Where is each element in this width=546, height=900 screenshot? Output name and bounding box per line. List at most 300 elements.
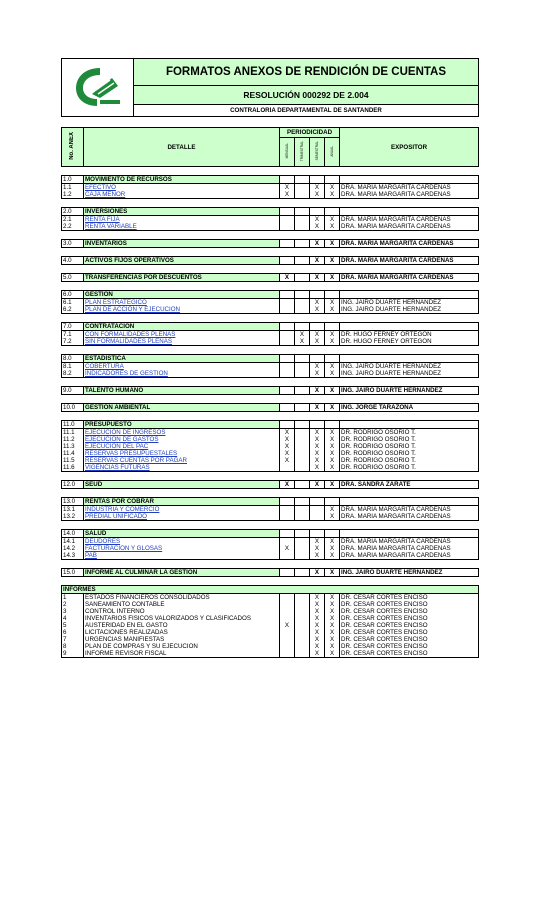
item-expositor: DR. RODRIGO OSORIO T. — [340, 429, 479, 437]
item-link[interactable] — [84, 538, 280, 546]
list-item — [62, 223, 479, 231]
col-trimestral: TRIMESTRAL — [295, 138, 310, 167]
list-item — [62, 331, 479, 339]
section-title: INVERSIONES — [84, 208, 280, 216]
informe-number: 7 — [62, 636, 84, 643]
informes-header — [62, 586, 479, 594]
period-mark — [295, 436, 310, 443]
period-mark: X — [325, 184, 340, 192]
item-link[interactable] — [84, 506, 280, 514]
period-mark — [295, 464, 310, 472]
section-expositor — [340, 291, 479, 299]
spacer-row — [62, 167, 479, 176]
item-link[interactable] — [84, 223, 280, 231]
period-mark — [295, 257, 310, 265]
item-expositor: ING. JAIRO DUARTE HERNANDEZ — [340, 306, 479, 314]
section-row — [62, 530, 479, 538]
informe-label: PLAN DE COMPRAS Y SU EJECUCION — [84, 643, 280, 650]
period-mark — [280, 176, 295, 184]
item-link-text[interactable]: EJECUCION DEL PAC — [85, 443, 149, 450]
period-mark: X — [325, 429, 340, 437]
period-mark — [295, 552, 310, 560]
period-mark: X — [310, 538, 325, 546]
item-link-text[interactable]: SIN FORMALIDADES PLENAS — [85, 338, 172, 345]
item-link[interactable] — [84, 443, 280, 450]
period-mark: X — [280, 274, 295, 282]
item-link[interactable] — [84, 299, 280, 307]
list-item — [62, 552, 479, 560]
logo-cell — [62, 59, 134, 117]
list-item — [62, 306, 479, 314]
section-expositor: DRA. SANDRA ZARATE — [340, 481, 479, 489]
period-mark — [295, 306, 310, 314]
period-mark — [310, 506, 325, 514]
section-row — [62, 421, 479, 429]
period-mark: X — [325, 538, 340, 546]
item-link[interactable] — [84, 363, 280, 371]
period-mark — [295, 545, 310, 552]
item-link[interactable] — [84, 370, 280, 378]
section-expositor — [340, 355, 479, 363]
item-expositor: DR. HUGO FERNEY ORTEGON — [340, 331, 479, 339]
period-mark: X — [310, 191, 325, 199]
item-link[interactable] — [84, 429, 280, 437]
section-number: 3.0 — [62, 240, 84, 248]
period-mark — [295, 506, 310, 514]
item-link[interactable] — [84, 513, 280, 521]
period-mark: X — [325, 636, 340, 643]
period-mark: X — [310, 615, 325, 622]
period-mark: X — [310, 306, 325, 314]
period-mark: X — [280, 450, 295, 457]
section-title: PRESUPUESTO — [84, 421, 280, 429]
period-mark — [295, 650, 310, 658]
col-expositor: EXPOSITOR — [340, 128, 479, 167]
col-anual: ANUAL — [325, 138, 340, 167]
period-mark — [310, 513, 325, 521]
list-item — [62, 450, 479, 457]
period-mark: X — [325, 608, 340, 615]
list-item — [62, 184, 479, 192]
item-link[interactable] — [84, 191, 280, 199]
period-mark: X — [280, 184, 295, 192]
period-mark — [295, 404, 310, 412]
period-mark — [280, 208, 295, 216]
period-mark — [295, 457, 310, 464]
period-mark — [325, 208, 340, 216]
item-expositor: DRA. MARIA MARGARITA CARDENAS — [340, 506, 479, 514]
period-mark: X — [325, 387, 340, 395]
item-link-text[interactable]: EJECUCION DE GASTOS — [85, 436, 159, 443]
item-number: 11.2 — [62, 436, 84, 443]
item-link[interactable] — [84, 457, 280, 464]
period-mark: X — [325, 629, 340, 636]
entity-label: CONTRALORIA DEPARTAMENTAL DE SANTANDER — [134, 105, 479, 117]
period-mark: X — [310, 643, 325, 650]
period-mark — [295, 370, 310, 378]
item-link-text[interactable]: COBERTURA — [85, 363, 124, 370]
item-number: 1.2 — [62, 191, 84, 199]
section-number: 15.0 — [62, 569, 84, 577]
period-mark: X — [325, 464, 340, 472]
period-mark: X — [280, 443, 295, 450]
period-mark — [280, 240, 295, 248]
period-mark — [280, 636, 295, 643]
period-mark: X — [325, 299, 340, 307]
period-mark: X — [325, 363, 340, 371]
item-expositor: DRA. MARIA MARGARITA CARDENAS — [340, 191, 479, 199]
period-mark: X — [280, 481, 295, 489]
period-mark — [295, 208, 310, 216]
period-mark — [295, 530, 310, 538]
section-row — [62, 240, 479, 248]
period-mark: X — [310, 274, 325, 282]
item-link-text[interactable]: FACTURACION Y GLOSAS — [85, 545, 163, 552]
period-mark — [295, 498, 310, 506]
period-mark: X — [325, 513, 340, 521]
item-link-text[interactable]: EJECUCION DE INGRESOS — [85, 429, 166, 436]
list-item — [62, 538, 479, 546]
period-mark — [280, 363, 295, 371]
section-number: 9.0 — [62, 387, 84, 395]
item-link-text[interactable]: EFECTIVO — [85, 184, 116, 191]
period-mark — [310, 530, 325, 538]
item-link-text[interactable]: INDICADORES DE GESTION — [85, 370, 168, 377]
period-mark: X — [325, 436, 340, 443]
period-mark — [295, 481, 310, 489]
period-mark — [295, 223, 310, 231]
item-link-text[interactable]: CAJA MENOR — [85, 191, 126, 198]
informe-row — [62, 650, 479, 658]
period-mark — [310, 421, 325, 429]
informe-row — [62, 629, 479, 636]
period-mark — [295, 363, 310, 371]
period-mark — [280, 387, 295, 395]
item-link[interactable] — [84, 464, 280, 472]
item-link-text[interactable]: PLAN DE ACCION Y EJECUCION — [85, 306, 181, 313]
spacer-row — [62, 265, 479, 274]
item-link-text[interactable]: RESERVAS CUENTAS POR PAGAR — [85, 457, 188, 464]
section-row — [62, 569, 479, 577]
period-mark — [280, 643, 295, 650]
period-mark — [310, 323, 325, 331]
section-title: INFORME AL CULMINAR LA GESTION — [84, 569, 280, 577]
period-mark — [295, 274, 310, 282]
period-mark — [325, 421, 340, 429]
col-detalle: DETALLE — [84, 128, 280, 167]
period-mark — [280, 338, 295, 346]
item-expositor: DRA. MARIA MARGARITA CARDENAS — [340, 538, 479, 546]
period-mark: X — [325, 191, 340, 199]
col-periodicidad: PERIODICIDAD — [280, 128, 340, 138]
item-number: 8.2 — [62, 370, 84, 378]
informe-expositor: DR. CESAR CORTES ENCISO — [340, 594, 479, 602]
item-link-text[interactable]: CON FORMALIDADES PLENAS — [85, 331, 176, 338]
item-number: 11.1 — [62, 429, 84, 437]
informe-label: ESTADOS FINANCIEROS CONSOLIDADOS — [84, 594, 280, 602]
period-mark — [280, 355, 295, 363]
spacer-row — [62, 577, 479, 586]
period-mark — [295, 601, 310, 608]
section-title: SALUD — [84, 530, 280, 538]
period-mark — [280, 257, 295, 265]
period-mark — [280, 513, 295, 521]
item-link-text[interactable]: RENTA VARIABLE — [85, 223, 137, 230]
period-mark — [295, 450, 310, 457]
section-expositor: DRA. MARIA MARGARITA CARDENAS — [340, 240, 479, 248]
period-mark: X — [310, 363, 325, 371]
period-mark: X — [310, 622, 325, 629]
period-mark: X — [325, 594, 340, 602]
period-mark — [295, 594, 310, 602]
list-item — [62, 429, 479, 437]
item-number: 2.2 — [62, 223, 84, 231]
informe-label: AUSTERIDAD EN EL GASTO — [84, 622, 280, 629]
period-mark — [280, 601, 295, 608]
period-mark — [325, 291, 340, 299]
section-expositor — [340, 530, 479, 538]
period-mark — [280, 216, 295, 224]
period-mark — [280, 323, 295, 331]
section-title: MOVIMIENTO DE RECURSOS — [84, 176, 280, 184]
item-link-text[interactable]: DEUDORES — [85, 538, 121, 545]
period-mark: X — [325, 615, 340, 622]
informe-number: 3 — [62, 608, 84, 615]
section-title: INVENTARIOS — [84, 240, 280, 248]
period-mark — [280, 291, 295, 299]
period-mark: X — [325, 650, 340, 658]
period-mark — [310, 208, 325, 216]
list-item — [62, 443, 479, 450]
period-mark: X — [310, 457, 325, 464]
spacer-row — [62, 472, 479, 481]
spacer-row — [62, 521, 479, 530]
item-link[interactable] — [84, 552, 280, 560]
period-mark: X — [310, 608, 325, 615]
section-title: ACTIVOS FIJOS OPERATIVOS — [84, 257, 280, 265]
period-mark — [295, 240, 310, 248]
informe-expositor: DR. CESAR CORTES ENCISO — [340, 622, 479, 629]
section-expositor: ING. JORGE TARAZONA — [340, 404, 479, 412]
period-mark: X — [310, 601, 325, 608]
item-expositor: ING. JAIRO DUARTE HERNANDEZ — [340, 363, 479, 371]
period-mark: X — [325, 274, 340, 282]
section-expositor: DRA. MARIA MARGARITA CARDENAS — [340, 274, 479, 282]
period-mark: X — [310, 299, 325, 307]
period-mark: X — [325, 545, 340, 552]
period-mark: X — [280, 191, 295, 199]
section-expositor — [340, 421, 479, 429]
item-link[interactable] — [84, 338, 280, 346]
period-mark: X — [325, 569, 340, 577]
col-semestral: SEMESTRAL — [310, 138, 325, 167]
item-number: 14.2 — [62, 545, 84, 552]
period-mark: X — [310, 629, 325, 636]
period-mark: X — [325, 643, 340, 650]
item-expositor: DR. RODRIGO OSORIO T. — [340, 443, 479, 450]
period-mark: X — [310, 240, 325, 248]
item-link-text[interactable]: PAB — [85, 552, 97, 559]
col-anex: No. ANEX — [62, 128, 84, 167]
section-title: GESTION AMBIENTAL — [84, 404, 280, 412]
item-link-text[interactable]: INDUSTRIA Y COMERCIO — [85, 506, 160, 513]
period-mark — [280, 552, 295, 560]
informe-label: CONTROL INTERNO — [84, 608, 280, 615]
informe-number: 6 — [62, 629, 84, 636]
period-mark: X — [310, 545, 325, 552]
item-number: 14.3 — [62, 552, 84, 560]
period-mark — [310, 498, 325, 506]
item-expositor: DR. RODRIGO OSORIO T. — [340, 457, 479, 464]
period-mark — [325, 355, 340, 363]
spacer-row — [62, 199, 479, 208]
item-link-text[interactable]: RENTA FIJA — [85, 216, 120, 223]
list-item — [62, 191, 479, 199]
period-mark — [295, 636, 310, 643]
period-mark: X — [280, 436, 295, 443]
item-number: 13.2 — [62, 513, 84, 521]
period-mark — [295, 622, 310, 629]
period-mark — [295, 421, 310, 429]
informe-number: 8 — [62, 643, 84, 650]
spacer-row — [62, 248, 479, 257]
item-number: 14.1 — [62, 538, 84, 546]
period-mark: X — [325, 622, 340, 629]
period-mark — [280, 650, 295, 658]
section-expositor: DRA. MARIA MARGARITA CARDENAS — [340, 257, 479, 265]
spacer-row — [62, 395, 479, 404]
item-expositor: DRA. MARIA MARGARITA CARDENAS — [340, 184, 479, 192]
section-number: 8.0 — [62, 355, 84, 363]
period-mark — [295, 513, 310, 521]
spacer-row — [62, 378, 479, 387]
period-mark: X — [325, 306, 340, 314]
list-item — [62, 436, 479, 443]
section-expositor — [340, 323, 479, 331]
informe-expositor: DR. CESAR CORTES ENCISO — [340, 608, 479, 615]
period-mark — [295, 291, 310, 299]
item-number: 11.3 — [62, 443, 84, 450]
informe-expositor: DR. CESAR CORTES ENCISO — [340, 629, 479, 636]
period-mark — [280, 530, 295, 538]
item-number: 6.1 — [62, 299, 84, 307]
period-mark: X — [310, 404, 325, 412]
item-expositor: DRA. MARIA MARGARITA CARDENAS — [340, 545, 479, 552]
section-title: TRANSFERENCIAS POR DESCUENTOS — [84, 274, 280, 282]
period-mark — [325, 323, 340, 331]
period-mark — [295, 299, 310, 307]
spacer-row — [62, 560, 479, 569]
report-title: FORMATOS ANEXOS DE RENDICIÓN DE CUENTAS — [134, 59, 479, 86]
spacer-row — [62, 282, 479, 291]
list-item — [62, 370, 479, 378]
item-number: 11.5 — [62, 457, 84, 464]
item-number: 11.6 — [62, 464, 84, 472]
item-link-text[interactable]: VIGENCIAS FUTURAS — [85, 464, 150, 471]
period-mark — [295, 429, 310, 437]
list-item — [62, 363, 479, 371]
section-title: RENTAS POR COBRAR — [84, 498, 280, 506]
item-link[interactable] — [84, 545, 280, 552]
period-mark: X — [295, 338, 310, 346]
item-link-text[interactable]: PREDIAL UNIFICADO — [85, 513, 147, 520]
period-mark: X — [325, 338, 340, 346]
informes-title: INFORMES — [62, 586, 479, 594]
item-link[interactable] — [84, 331, 280, 339]
item-number: 11.4 — [62, 450, 84, 457]
section-title: TALENTO HUMANO — [84, 387, 280, 395]
section-row — [62, 323, 479, 331]
period-mark: X — [325, 223, 340, 231]
item-link-text[interactable]: RESERVAS PRESUPUESTALES — [85, 450, 178, 457]
period-mark — [280, 498, 295, 506]
informe-row — [62, 608, 479, 615]
period-mark: X — [280, 457, 295, 464]
item-number: 13.1 — [62, 506, 84, 514]
period-mark: X — [325, 257, 340, 265]
period-mark — [280, 370, 295, 378]
section-number: 5.0 — [62, 274, 84, 282]
item-number: 1.1 — [62, 184, 84, 192]
list-item — [62, 338, 479, 346]
period-mark: X — [325, 370, 340, 378]
section-number: 11.0 — [62, 421, 84, 429]
section-expositor — [340, 208, 479, 216]
period-mark — [295, 538, 310, 546]
period-mark — [295, 191, 310, 199]
informe-expositor: DR. CESAR CORTES ENCISO — [340, 643, 479, 650]
report-sheet — [61, 58, 478, 658]
section-title: CONTRATACION — [84, 323, 280, 331]
period-mark — [280, 569, 295, 577]
section-expositor — [340, 176, 479, 184]
period-mark — [295, 176, 310, 184]
period-mark: X — [310, 184, 325, 192]
informe-row — [62, 601, 479, 608]
period-mark: X — [310, 429, 325, 437]
informe-label: SANEAMIENTO CONTABLE — [84, 601, 280, 608]
period-mark — [295, 184, 310, 192]
contraloria-logo-icon — [70, 64, 126, 110]
informe-number: 1 — [62, 594, 84, 602]
item-link[interactable] — [84, 306, 280, 314]
period-mark: X — [280, 545, 295, 552]
section-row — [62, 274, 479, 282]
period-mark — [280, 331, 295, 339]
period-mark: X — [280, 622, 295, 629]
period-mark — [280, 608, 295, 615]
period-mark — [325, 498, 340, 506]
section-row — [62, 355, 479, 363]
item-link[interactable] — [84, 450, 280, 457]
item-expositor: DR. RODRIGO OSORIO T. — [340, 436, 479, 443]
spacer-row — [62, 412, 479, 421]
list-item — [62, 513, 479, 521]
period-mark — [295, 569, 310, 577]
item-link[interactable] — [84, 184, 280, 192]
item-link-text[interactable]: PLAN ESTRATEGICO — [85, 299, 147, 306]
section-number: 13.0 — [62, 498, 84, 506]
period-mark — [280, 464, 295, 472]
spacer-row — [62, 314, 479, 323]
item-link[interactable] — [84, 216, 280, 224]
informe-expositor: DR. CESAR CORTES ENCISO — [340, 650, 479, 658]
period-mark — [310, 291, 325, 299]
informe-row — [62, 636, 479, 643]
item-link[interactable] — [84, 436, 280, 443]
period-mark — [295, 608, 310, 615]
section-title: GESTION — [84, 291, 280, 299]
